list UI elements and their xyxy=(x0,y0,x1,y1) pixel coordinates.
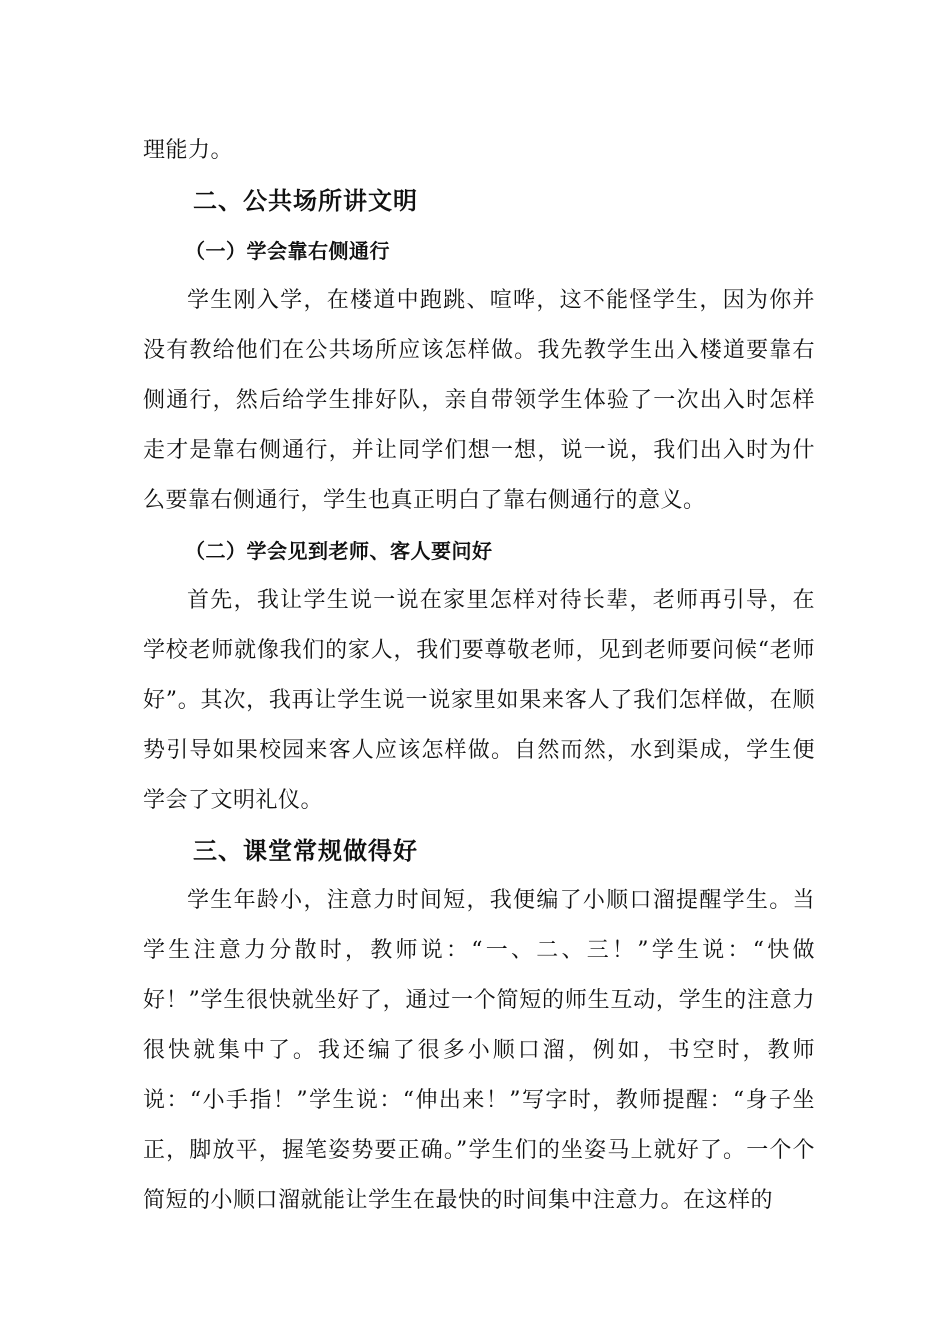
section-heading-public-manners: 二、公共场所讲文明 xyxy=(193,187,418,215)
subheading-greet-teachers: （二）学会见到老师、客人要问好 xyxy=(185,539,493,563)
paragraph-continuation: 理能力。 xyxy=(143,138,234,163)
paragraph-keep-right: 学生刚入学，在楼道中跑跳、喧哗，这不能怪学生，因为你并没有教给他们在公共场所应该怎样做。我先教学生出入楼道要靠右侧通行，然后给学生排好队，亲自带领学生体验了一次出入时怎样走才是靠右侧通行，并让同学们想一想，说一说，我们出入时为什么要靠右侧通行，学生也真正明白了靠右侧通行的意义。 xyxy=(143,288,815,513)
document-body xyxy=(143,126,815,1226)
section-heading-classroom-routine: 三、课堂常规做得好 xyxy=(193,837,418,865)
paragraph-classroom-routine: 学生年龄小，注意力时间短，我便编了小顺口溜提醒学生。当学生注意力分散时，教师说：“一、二、三！”学生说：“快做好！”学生很快就坐好了，通过一个简短的师生互动，学生的注意力很快就集中了。我还编了很多小顺口溜，例如，书空时，教师说：“小手指！”学生说：“伸出来！”写字时，教师提醒：“身子坐正，脚放平，握笔姿势要正确。”学生们的坐姿马上就好了。一个个简短的小顺口溜就能让学生在最快的时间集中注意力。在这样的 xyxy=(143,888,815,1213)
paragraph-greet-teachers: 首先，我让学生说一说在家里怎样对待长辈，老师再引导，在学校老师就像我们的家人，我们要尊敬老师，见到老师要问候“老师好”。其次，我再让学生说一说家里如果来客人了我们怎样做，在顺势引导如果校园来客人应该怎样做。自然而然，水到渠成，学生便学会了文明礼仪。 xyxy=(143,588,815,813)
subheading-keep-right: （一）学会靠右侧通行 xyxy=(185,239,390,263)
